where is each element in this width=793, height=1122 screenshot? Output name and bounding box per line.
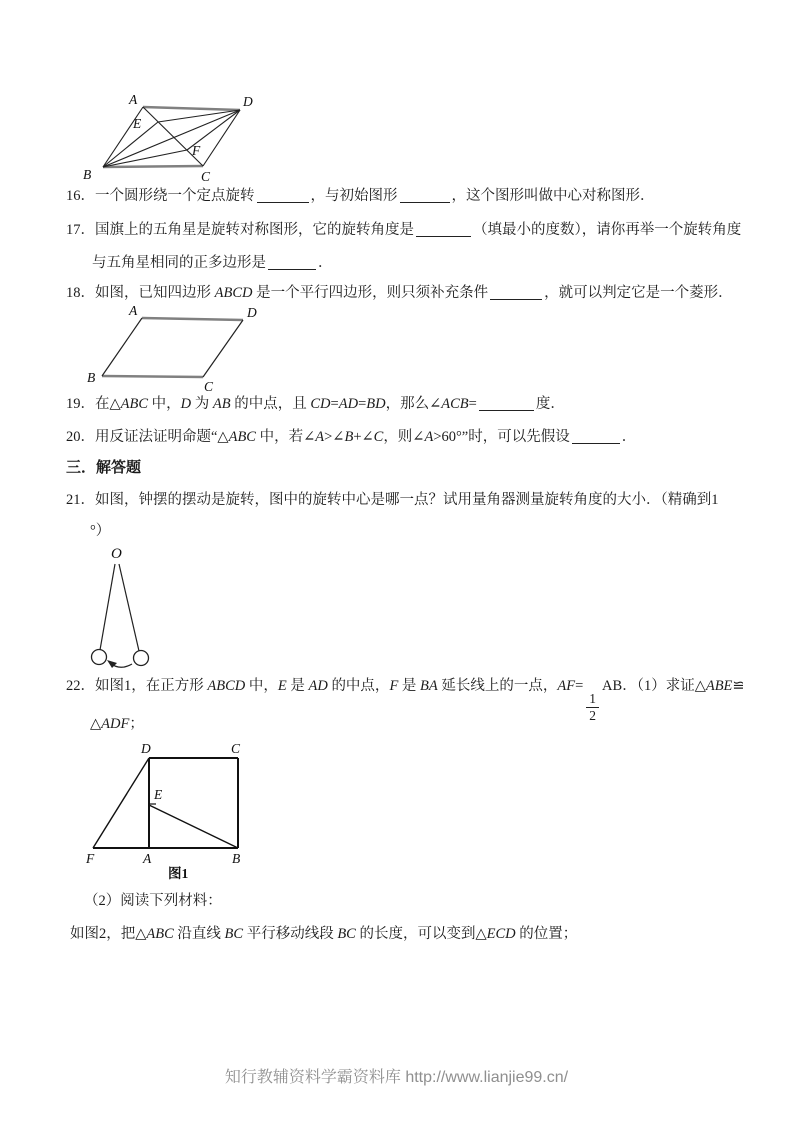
fraction: $\frac{1}{2}$ [586, 691, 599, 723]
question-22-line1: 22．如图1，在正方形 ABCD 中，E 是 AD 的中点，F 是 BA 延长线上的一点，AF= $\frac{1}{2}$ AB．（1）求证△ABE≌ [66, 678, 745, 723]
figure-parallelogram-EF [80, 85, 280, 185]
answer-blank [400, 189, 450, 203]
answer-blank [479, 397, 534, 411]
vertex-label-D: D [247, 305, 257, 320]
vertex-label-D: D [243, 94, 253, 109]
answer-blank [257, 189, 309, 203]
answer-blank [416, 223, 471, 237]
question-18: 18．如图，已知四边形 ABCD 是一个平行四边形，则只须补充条件 ，就可以判定它是一个菱形． [66, 285, 733, 301]
question-17-line2: 与五角星相同的正多边形是 ． [92, 255, 333, 271]
footer-watermark: 知行教辅资料学霸资料库 http://www.lianjie99.cn/ [224, 1069, 569, 1086]
vertex-label-A: A [129, 92, 138, 107]
answer-blank [268, 256, 316, 270]
vertex-label-B: B [87, 370, 96, 385]
vertex-label-C: C [201, 169, 211, 184]
figure-caption: 图1 [168, 866, 189, 881]
vertex-label-B: B [232, 851, 241, 866]
question-20: 20．用反证法证明命题“△ABC 中，若∠A>∠B+∠C，则∠A>60°”时，可以先假设 ． [66, 429, 637, 445]
vertex-label-B: B [83, 167, 92, 182]
section-header: 三．解答题 [66, 460, 142, 476]
vertex-label-C: C [204, 379, 214, 394]
question-21-line1: 21．如图，钟摆的摆动是旋转，图中的旋转中心是哪一点？试用量角器测量旋转角度的大小．（精确到1 [66, 492, 719, 508]
answer-blank [572, 430, 620, 444]
question-21-line2: °） [90, 523, 111, 539]
vertex-label-C: C [231, 741, 241, 756]
point-label-E: E [154, 787, 163, 802]
question-16: 16．一个圆形绕一个定点旋转 ，与初始图形 ，这个图形叫做中心对称图形． [66, 188, 655, 204]
figure-pendulum [75, 540, 185, 675]
figure-square-ABCD [75, 740, 270, 885]
question-17-line1: 17．国旗上的五角星是旋转对称图形，它的旋转角度是 （填最小的度数），请你再举一个旋转角度 [66, 222, 742, 238]
point-label-F: F [192, 143, 201, 158]
point-label-E: E [133, 116, 142, 131]
vertex-label-A: A [143, 851, 152, 866]
vertex-label-A: A [129, 303, 138, 318]
question-22-part2: （2）阅读下列材料： [84, 893, 222, 909]
figure-parallelogram-ABCD [85, 300, 265, 395]
question-22-material: 如图2，把△ABC 沿直线 BC 平行移动线段 BC 的长度，可以变到△ECD 的位置； [70, 926, 578, 942]
pivot-label-O: O [111, 546, 122, 562]
question-22-line2: △ADF； [90, 716, 144, 732]
answer-blank [490, 286, 542, 300]
question-19: 19．在△ABC 中，D 为 AB 的中点，且 CD=AD=BD，那么∠ACB= 度． [66, 396, 565, 412]
point-label-F: F [86, 851, 95, 866]
vertex-label-D: D [141, 741, 151, 756]
